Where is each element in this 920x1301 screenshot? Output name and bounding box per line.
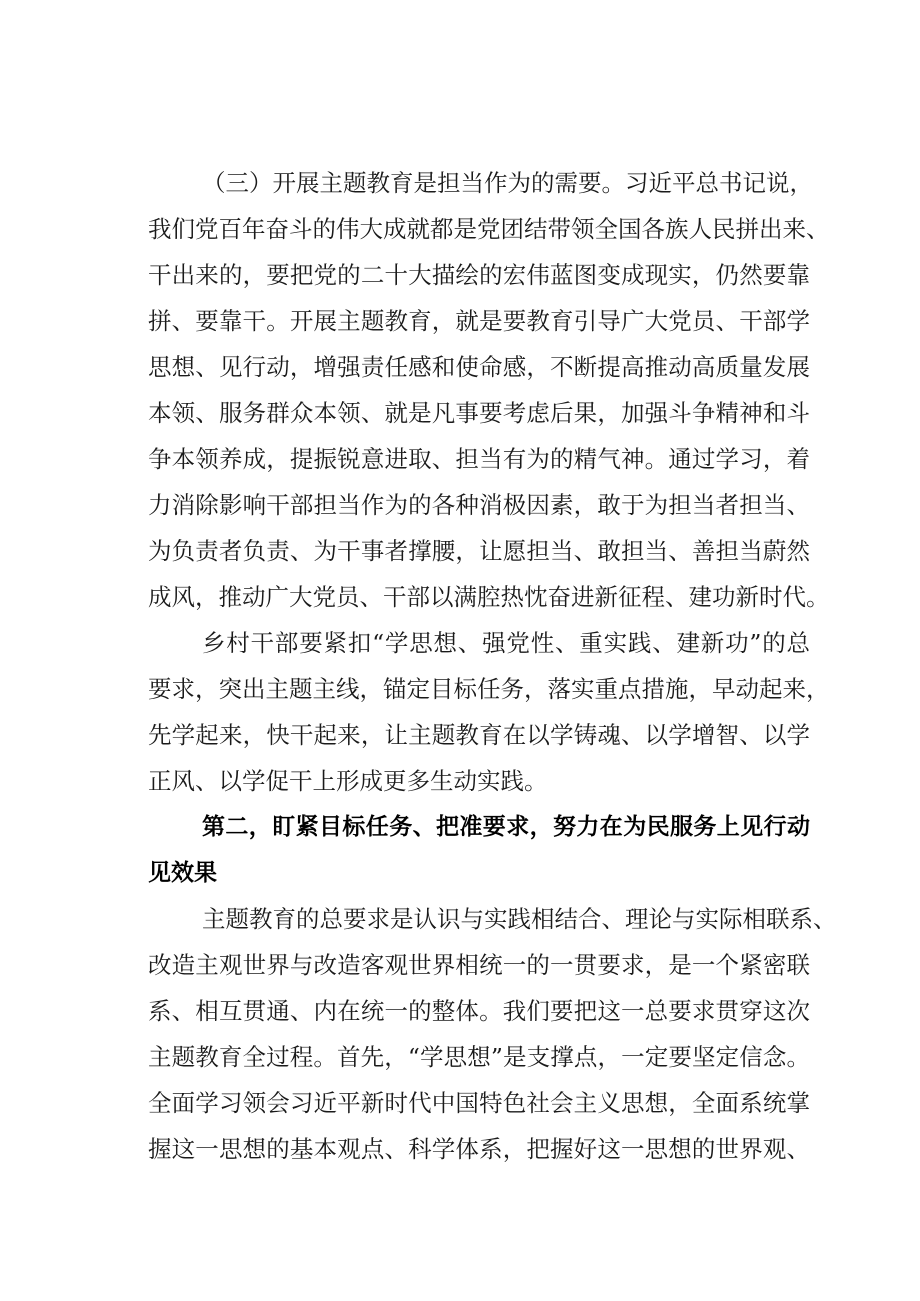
paragraph-3-line-4: 主题教育全过程。首先，“学思想”是支撑点，一定要坚定信念。 xyxy=(148,1043,810,1071)
paragraph-1-line-7: 争本领养成，提振锐意进取、担当有为的精气神。通过学习，着 xyxy=(148,445,810,473)
paragraph-2-line-3: 先学起来，快干起来，让主题教育在以学铸魂、以学增智、以学 xyxy=(148,721,810,749)
paragraph-2-line-4: 正风、以学促干上形成更多生动实践。 xyxy=(148,767,548,795)
section-heading-line-2: 见效果 xyxy=(148,860,217,886)
paragraph-3-line-3: 系、相互贯通、内在统一的整体。我们要把这一总要求贯穿这次 xyxy=(148,997,810,1025)
paragraph-1-line-6: 本领、服务群众本领、就是凡事要考虑后果，加强斗争精神和斗 xyxy=(148,399,810,427)
paragraph-1-line-3: 干出来的，要把党的二十大描绘的宏伟蓝图变成现实，仍然要靠 xyxy=(148,261,810,289)
section-heading-line-1: 第二，盯紧目标任务、把准要求，努力在为民服务上见行动 xyxy=(202,814,810,840)
paragraph-3-line-1: 主题教育的总要求是认识与实践相结合、理论与实际相联系、 xyxy=(202,905,837,933)
paragraph-2-line-1: 乡村干部要紧扣“学思想、强党性、重实践、建新功”的总 xyxy=(202,629,810,657)
paragraph-1-line-4: 拼、要靠干。开展主题教育，就是要教育引导广大党员、干部学 xyxy=(148,307,810,335)
document-body xyxy=(148,160,837,1172)
paragraph-1-line-9: 为负责者负责、为干事者撑腰，让愿担当、敢担当、善担当蔚然 xyxy=(148,537,810,565)
paragraph-1-line-10: 成风，推动广大党员、干部以满腔热忱奋进新征程、建功新时代。 xyxy=(148,583,830,611)
paragraph-1-line-2: 我们党百年奋斗的伟大成就都是党团结带领全国各族人民拼出来、 xyxy=(148,215,830,243)
paragraph-1-line-5: 思想、见行动，增强责任感和使命感，不断提高推动高质量发展 xyxy=(148,353,810,381)
paragraph-3-line-6: 握这一思想的基本观点、科学体系，把握好这一思想的世界观、 xyxy=(148,1135,810,1163)
paragraph-3-line-5: 全面学习领会习近平新时代中国特色社会主义思想，全面系统掌 xyxy=(148,1089,810,1117)
paragraph-2-line-2: 要求，突出主题主线，锚定目标任务，落实重点措施，早动起来， xyxy=(148,675,830,703)
paragraph-1-line-8: 力消除影响干部担当作为的各种消极因素，敢于为担当者担当、 xyxy=(148,491,810,519)
paragraph-3-line-2: 改造主观世界与改造客观世界相统一的一贯要求，是一个紧密联 xyxy=(148,951,810,979)
paragraph-1-line-1: （三）开展主题教育是担当作为的需要。习近平总书记说， xyxy=(202,169,813,197)
